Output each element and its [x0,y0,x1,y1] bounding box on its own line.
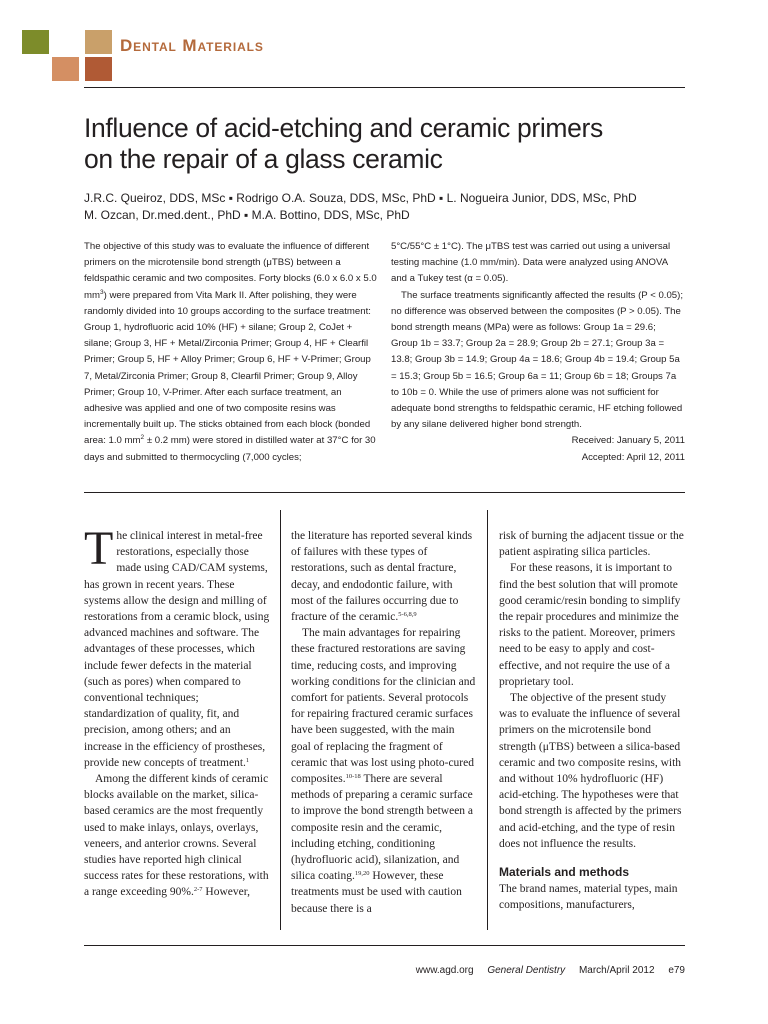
title-line-1: Influence of acid-etching and ceramic primers [84,113,603,143]
header-divider [84,87,685,88]
citation-ref: 19,20 [354,870,370,878]
body-text: the literature has reported several kinds of failures with these types of restorations, such as dental fracture, decay, and endodontic failure, with most of the failures occurring due to fracture of the ceramic. [291,530,473,624]
body-column-2 [291,528,477,917]
body-paragraph: risk of burning the adjacent tissue or the patient aspirating silica particles. [499,530,684,559]
citation-ref: 10-18 [345,773,361,781]
body-paragraph: The objective of the present study was to evaluate the influence of several primers on the microtensile bond strength (μTBS) between a silica-based ceramic and two composite resins, with and without 10% hydrofluoric (HF) acid-etching. The hypotheses were that bond strength is affected by the primers and acid-etching, and the type of resin does not influence the results. [499,692,682,850]
footer-divider [84,945,685,946]
body-column-3 [499,528,685,914]
body-paragraph [291,625,477,917]
decorative-square-peach [52,57,79,81]
abstract-paragraph-1 [84,239,378,466]
body-text: There are several methods of preparing a ceramic surface to improve the bond strength between a composite resin and the ceramic, including etching, conditioning (hydrofluoric acid), silanization, and silica coating. [291,773,474,883]
section-subheading: Materials and methods [499,865,630,880]
column-divider [487,510,488,930]
title-line-2: on the repair of a glass ceramic [84,144,443,174]
footer-journal: General Dentistry [487,965,566,976]
abstract-paragraph-3: The surface treatments significantly affected the results (P < 0.05); no difference was observed between the composites (P > 0.05). The bond strength means (MPa) were as follows: Group 1a = 29.6; Group 1b = 33.7; Group 2a = 28.9; Group 2b = 27.1; Group 3a = 13.8; Group 3b = 14.9; Group 4a = 18.6; Group 4b = 19.4; Group 5a = 15.3; Group 5b = 16.5; Group 6a = 11; Group 6b = 18; Groups 7a to 10b = 0. While the use of primers alone was not sufficient for adequate bond strengths to feldspathic ceramic, HF etching followed by any silane delivered higher bond strength. [391,289,684,431]
received-date: Received: January 5, 2011 [571,435,685,447]
authors-line-2: M. Ozcan, Dr.med.dent., PhD ▪ M.A. Bottino, DDS, MSc, PhD [84,208,410,222]
citation-ref: 5-6,8,9 [398,611,417,619]
footer-website: www.agd.org [415,965,474,976]
abstract-text: ± 0.2 mm) were stored in distilled water at 37°C for 30 days and submitted to thermocycling (7,000 cycles; [84,435,376,463]
decorative-square-rust [85,57,112,81]
abstract-paragraph-2: 5°C/55°C ± 1°C). The μTBS test was carried out using a universal testing machine (1.0 mm/min). Data were analyzed using ANOVA and a Tukey test (α = 0.05). [391,241,671,285]
author-list [84,190,704,224]
abstract-text: The objective of this study was to evaluate the influence of different primers on the microtensile bond strength (μTBS) between a feldspathic ceramic and two composites. Forty blocks (6.0 x 6.0 x 5.0 mm [84,241,377,301]
footer-issue: March/April 2012 [578,965,655,976]
section-heading: Dental Materials [120,36,264,55]
body-text: Among the different kinds of ceramic blocks available on the market, silica-based ceramics are the most frequently used to make inlays, onlays, overlays, veneers, and anterior crowns. Several studies have reported high clinical success rates for these restorations, with a range exceeding 90%. [84,773,269,899]
body-paragraph: The brand names, material types, main compositions, manufacturers, [499,883,678,912]
superscript: 2 [140,434,145,442]
citation-ref: 1 [245,756,250,764]
abstract-text: ) were prepared from Vita Mark II. After polishing, they were randomly divided into 10 groups according to the surface treatment: Group 1, hydrofluoric acid 10% (HF) + silane; Group 2, CoJet + silane; Group 3, HF + Metal/Zirconia Primer; Group 4, HF + Clearfil Primer; Group 5, HF + Alloy Primer; Group 6, HF + V-Primer; Group 7, Metal/Zirconia Primer; Group 8, Clearfil Primer; Group 9, Alloy Primer; Group 10, V-Primer. After each surface treatment, an adhesive was applied and one of two composite resins was incrementally built up. The sticks obtained from each block (bonded area: 1.0 mm [84,289,371,447]
citation-ref: 2-7 [193,886,203,894]
body-paragraph: For these reasons, it is important to find the best solution that will promote good ceramic/resin bonding to simplify the repair procedures and minimize the risks to the patient. Moreover, primers need to be easy to apply and cost-effective, and not require the use of a proprietary tool. [499,562,681,688]
column-divider [280,510,281,930]
drop-cap: T [84,522,114,575]
body-text: However, [202,886,250,899]
body-paragraph [84,771,270,901]
abstract-left-column [84,239,378,466]
decorative-square-olive [22,30,49,54]
decorative-square-tan [85,30,112,54]
body-paragraph [84,522,270,771]
abstract-right-column [391,239,685,466]
page-number: e79 [668,965,685,976]
body-column-1 [84,522,270,901]
body-text: he clinical interest in metal-free restorations, especially those made using CAD/CAM systems, has grown in recent years. These systems allow the design and milling of restorations from a ceramic block, using advanced machines and software. The advantages of these processes, which include fewer defects in the material (such as pores) when compared to conventional techniques; standardization of quality, fit, and precision, among others; and an increase in the efficiency of prostheses, provide new concepts of treatment. [84,530,270,769]
body-text: The main advantages for repairing these fractured restorations are saving time, reducing costs, and improving working conditions for the clinician and comfort for patients. Several protocols for repairing fractured ceramic surfaces have been suggested, with the main goal of replacing the fragment of ceramic that was lost using photo-cured composites. [291,627,476,786]
body-text: However, these treatments must be used with caution because there is a [291,870,462,915]
accepted-date: Accepted: April 12, 2011 [581,451,685,463]
article-title [84,113,714,175]
superscript: 3 [99,288,104,296]
abstract-divider [84,492,685,493]
body-paragraph [291,528,477,625]
page-footer [405,965,685,976]
authors-line-1: J.R.C. Queiroz, DDS, MSc ▪ Rodrigo O.A. Souza, DDS, MSc, PhD ▪ L. Nogueira Junior, DDS, MSc, PhD [84,191,637,205]
